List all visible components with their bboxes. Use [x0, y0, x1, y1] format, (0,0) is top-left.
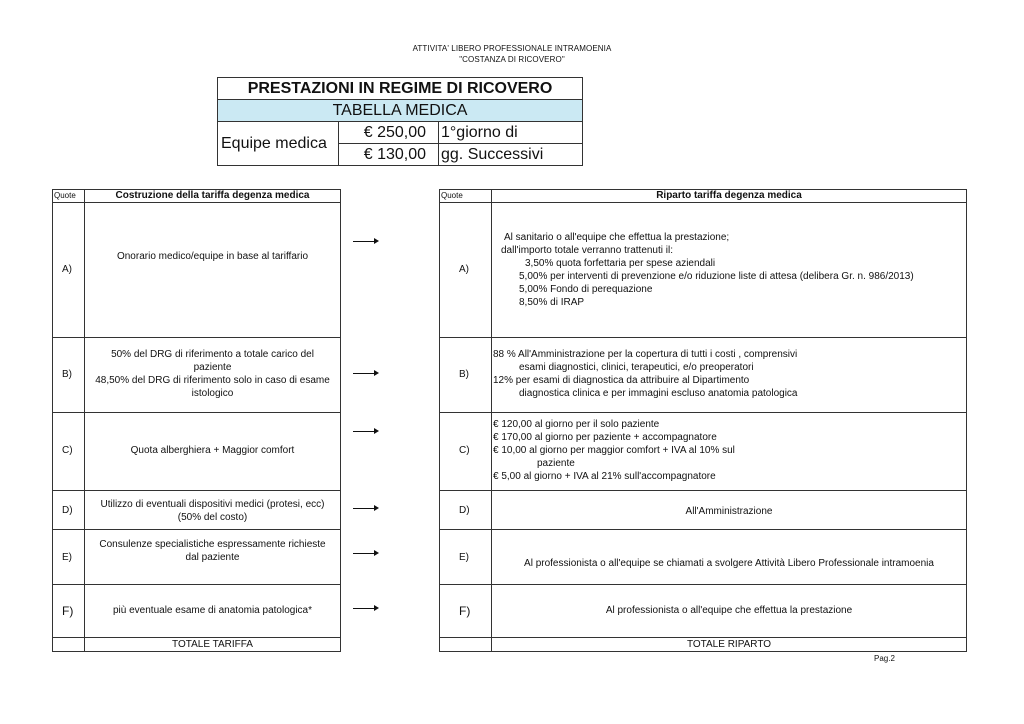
first-day-desc: 1°giorno di [439, 122, 582, 144]
arrow-right-icon [353, 505, 379, 513]
right-desc-a-l2: dall'importo totale verranno trattenuti il: [501, 245, 673, 256]
left-desc-f: più eventuale esame di anatomia patologica* [112, 605, 313, 616]
right-quote-e: E) [459, 552, 469, 563]
left-desc-b: 50% del DRG di riferimento a totale carico del paziente 48,50% del DRG di riferimento solo in caso di esame istologico [95, 349, 330, 399]
left-col-title-header: Costruzione della tariffa degenza medica [115, 190, 310, 201]
right-desc-c-l4: paziente [537, 458, 575, 469]
right-desc-a-l6: 8,50% di IRAP [519, 297, 585, 308]
right-col-quote-header: Quote [441, 191, 463, 200]
right-desc-e: Al professionista o all'equipe se chiamati a svolgere Attività Libero Professionale intramoenia [524, 558, 934, 569]
right-quote-c: C) [459, 445, 470, 456]
arrow-right-icon [353, 550, 379, 558]
right-desc-c-l3: € 10,00 al giorno per maggior comfort + IVA al 10% sul [493, 445, 735, 456]
right-desc-a-l5: 5,00% Fondo di perequazione [519, 284, 653, 295]
right-quote-b: B) [459, 369, 469, 380]
price-first-day: € 250,00 [339, 122, 439, 144]
arrow-right-icon [353, 238, 379, 246]
right-col-title-header: Riparto tariffa degenza medica [656, 190, 802, 201]
document-header-line1: ATTIVITA' LIBERO PROFESSIONALE INTRAMOENIA [412, 44, 612, 53]
document-header-line2: "COSTANZA DI RICOVERO" [459, 55, 565, 64]
left-total: TOTALE TARIFFA [172, 639, 253, 650]
left-quote-c: C) [62, 445, 73, 456]
left-desc-a: Onorario medico/equipe in base al tariffario [116, 251, 309, 262]
right-desc-b-l2: esami diagnostici, clinici, terapeutici, e/o preoperatori [519, 362, 754, 373]
summary-box [217, 77, 583, 166]
right-desc-a-l4: 5,00% per interventi di prevenzione e/o riduzione liste di attesa (delibera Gr. n. 986/2013) [519, 271, 914, 282]
arrow-right-icon [353, 370, 379, 378]
right-desc-b-l3: 12% per esami di diagnostica da attribuire al Dipartimento [493, 375, 750, 386]
right-quote-a: A) [459, 264, 469, 275]
arrow-right-icon [353, 428, 379, 436]
left-col-quote-header: Quote [54, 191, 76, 200]
right-desc-c-l5: € 5,00 al giorno + IVA al 21% sull'accompagnatore [493, 471, 716, 482]
price-following-days: € 130,00 [339, 144, 439, 165]
right-quote-f: F) [459, 604, 471, 618]
equipe-label: Equipe medica [218, 122, 339, 165]
following-days-desc: gg. Successivi [441, 146, 544, 163]
left-quote-d: D) [62, 505, 73, 516]
page-number: Pag.2 [874, 654, 895, 663]
right-quote-d: D) [459, 505, 470, 516]
right-desc-d: All'Amministrazione [685, 506, 773, 517]
right-desc-a-l1: Al sanitario o all'equipe che effettua la prestazione; [504, 232, 730, 243]
right-desc-c-l1: € 120,00 al giorno per il solo paziente [493, 419, 660, 430]
right-desc-c-l2: € 170,00 al giorno per paziente + accompagnatore [493, 432, 717, 443]
summary-title: PRESTAZIONI IN REGIME DI RICOVERO [218, 78, 582, 100]
right-total: TOTALE RIPARTO [686, 639, 772, 650]
right-desc-b-l1: 88 % All'Amministrazione per la copertura di tutti i costi , comprensivi [493, 349, 798, 360]
right-desc-f: Al professionista o all'equipe che effettua la prestazione [605, 605, 853, 616]
left-quote-a: A) [62, 264, 72, 275]
right-desc-a-l3: 3,50% quota forfettaria per spese aziendali [525, 258, 716, 269]
left-quote-f: F) [62, 604, 74, 618]
left-desc-c: Quota alberghiera + Maggior comfort [130, 445, 295, 456]
right-desc-b-l4: diagnostica clinica e per immagini escluso anatomia patologica [519, 388, 798, 399]
left-quote-b: B) [62, 369, 72, 380]
summary-subtitle: TABELLA MEDICA [218, 100, 582, 122]
left-desc-e: Consulenze specialistiche espressamente richieste dal paziente [99, 539, 326, 563]
left-quote-e: E) [62, 552, 72, 563]
arrow-right-icon [353, 605, 379, 613]
left-desc-d: Utilizzo di eventuali dispositivi medici (protesi, ecc) (50% del costo) [100, 499, 325, 523]
